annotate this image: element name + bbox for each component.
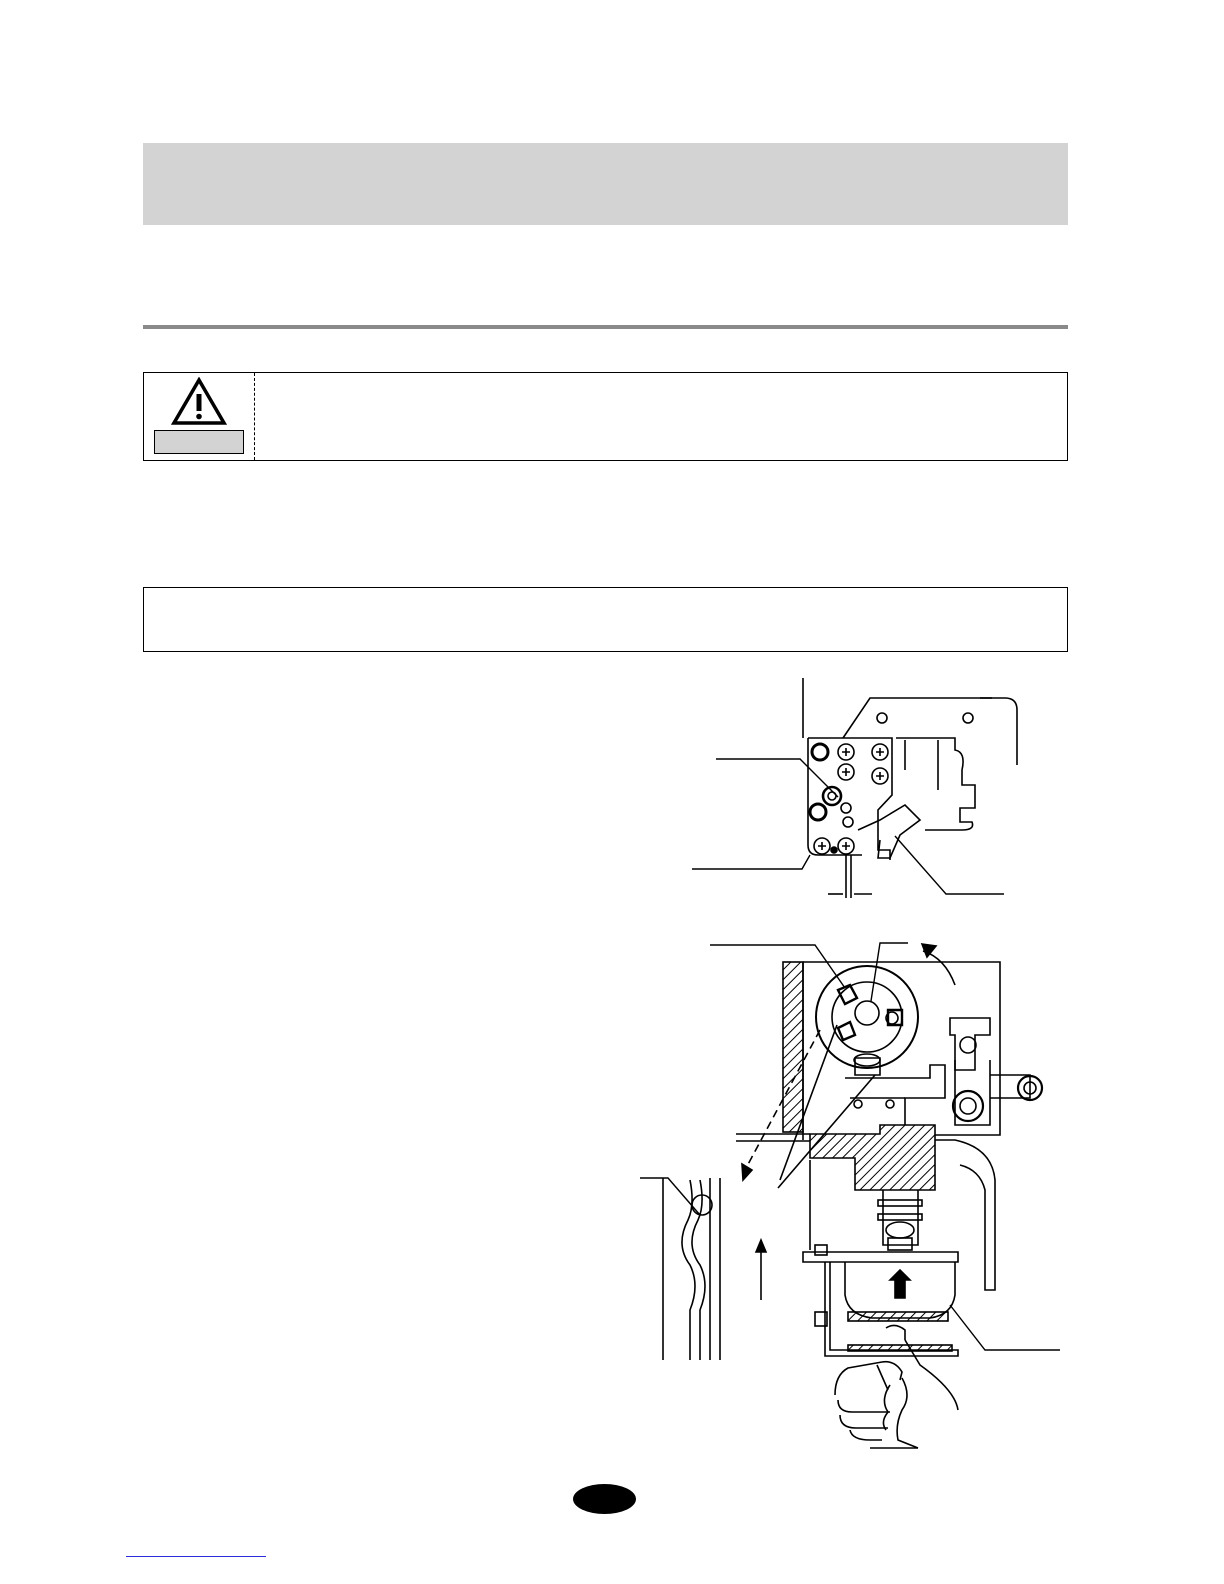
- lower-cam-figure: [640, 943, 1060, 1448]
- upper-bracket-figure: [692, 678, 1017, 898]
- bottom-link-underline[interactable]: [126, 1556, 266, 1557]
- page-number-badge: [573, 1484, 636, 1514]
